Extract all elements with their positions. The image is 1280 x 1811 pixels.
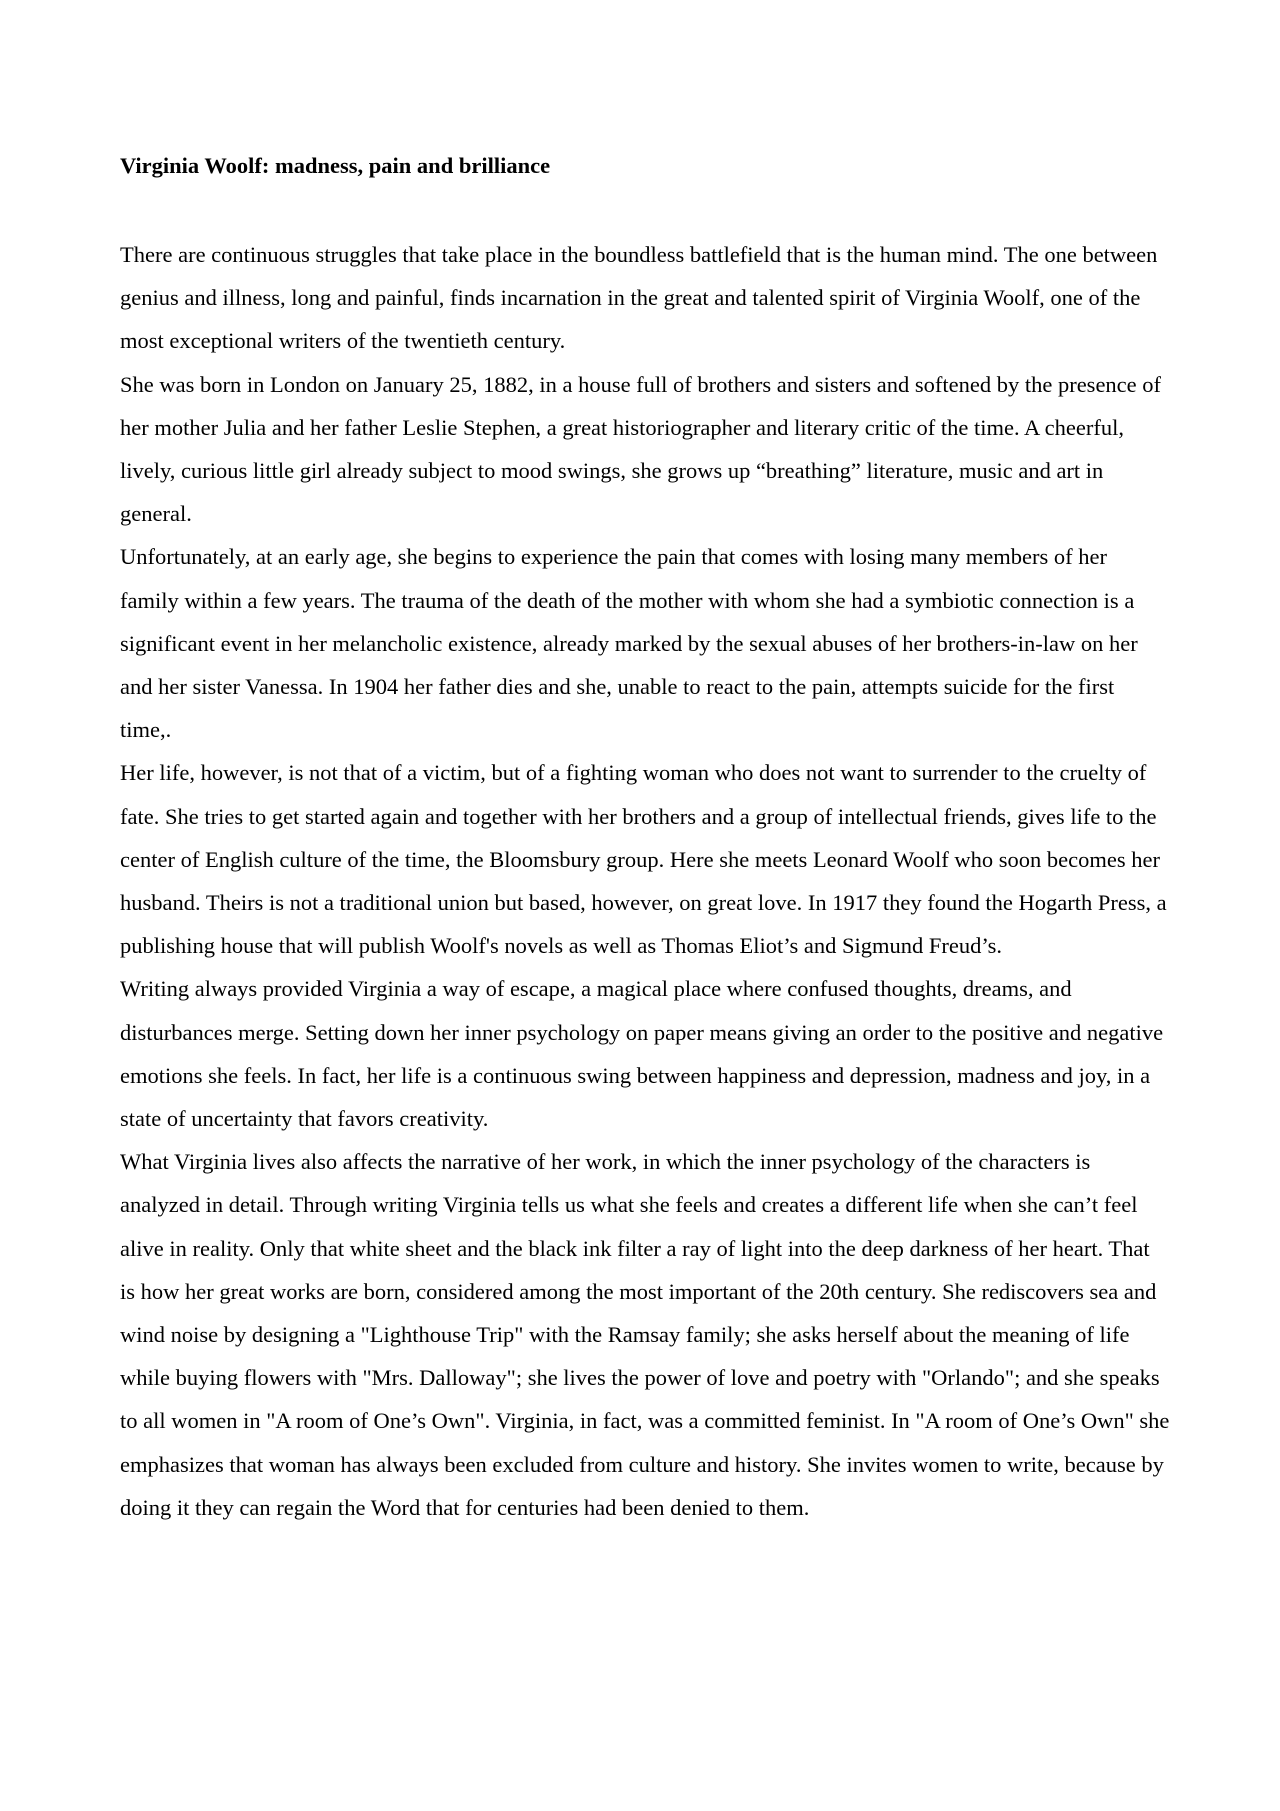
document-title: Virginia Woolf: madness, pain and brilliance bbox=[120, 153, 551, 178]
paragraph: She was born in London on January 25, 1882, in a house full of brothers and sisters and softened by the presence of her mother Julia and her father Leslie Stephen, a great historiographer and literary critic of the time. A cheerful, lively, curious little girl already subject to mood swings, she grows up “breathing” literature, music and art in general. bbox=[120, 371, 1162, 527]
paragraph: Unfortunately, at an early age, she begins to experience the pain that comes with losing many members of her family within a few years. The trauma of the death of the mother with whom she had a symbiotic connection is a significant event in her melancholic existence, already marked by the sexual abuses of her brothers-in-law on her and her sister Vanessa. In 1904 her father dies and she, unable to react to the pain, attempts suicide for the first time,. bbox=[120, 544, 1138, 743]
paragraph: Her life, however, is not that of a victim, but of a fighting woman who does not want to surrender to the cruelty of fate. She tries to get started again and together with her brothers and a group of intellectual friends, gives life to the center of English culture of the time, the Bloomsbury group. Here she meets Leonard Woolf who soon becomes her husband. Theirs is not a traditional union but based, however, on great love. In 1917 they found the Hogarth Press, a publishing house that will publish Woolf's novels as well as Thomas Eliot’s and Sigmund Freud’s. bbox=[120, 760, 1167, 959]
document-body bbox=[120, 233, 1170, 1529]
paragraph: Writing always provided Virginia a way of escape, a magical place where confused thoughts, dreams, and disturbances merge. Setting down her inner psychology on paper means giving an order to the positive and negative emotions she feels. In fact, her life is a continuous swing between happiness and depression, madness and joy, in a state of uncertainty that favors creativity. bbox=[120, 976, 1164, 1132]
document-content bbox=[120, 148, 1170, 1529]
paragraph: What Virginia lives also affects the narrative of her work, in which the inner psychology of the characters is analyzed in detail. Through writing Virginia tells us what she feels and creates a different life when she can’t feel alive in reality. Only that white sheet and the black ink filter a ray of light into the deep darkness of her heart. That is how her great works are born, considered among the most important of the 20th century. She rediscovers sea and wind noise by designing a "Lighthouse Trip" with the Ramsay family; she asks herself about the meaning of life while buying flowers with "Mrs. Dalloway"; she lives the power of love and poetry with "Orlando"; and she speaks to all women in "A room of One’s Own". Virginia, in fact, was a committed feminist. In "A room of One’s Own" she emphasizes that woman has always been excluded from culture and history. She invites women to write, because by doing it they can regain the Word that for centuries had been denied to them. bbox=[120, 1149, 1170, 1520]
paragraph: There are continuous struggles that take place in the boundless battlefield that is the human mind. The one between genius and illness, long and painful, finds incarnation in the great and talented spirit of Virginia Woolf, one of the most exceptional writers of the twentieth century. bbox=[120, 242, 1158, 354]
